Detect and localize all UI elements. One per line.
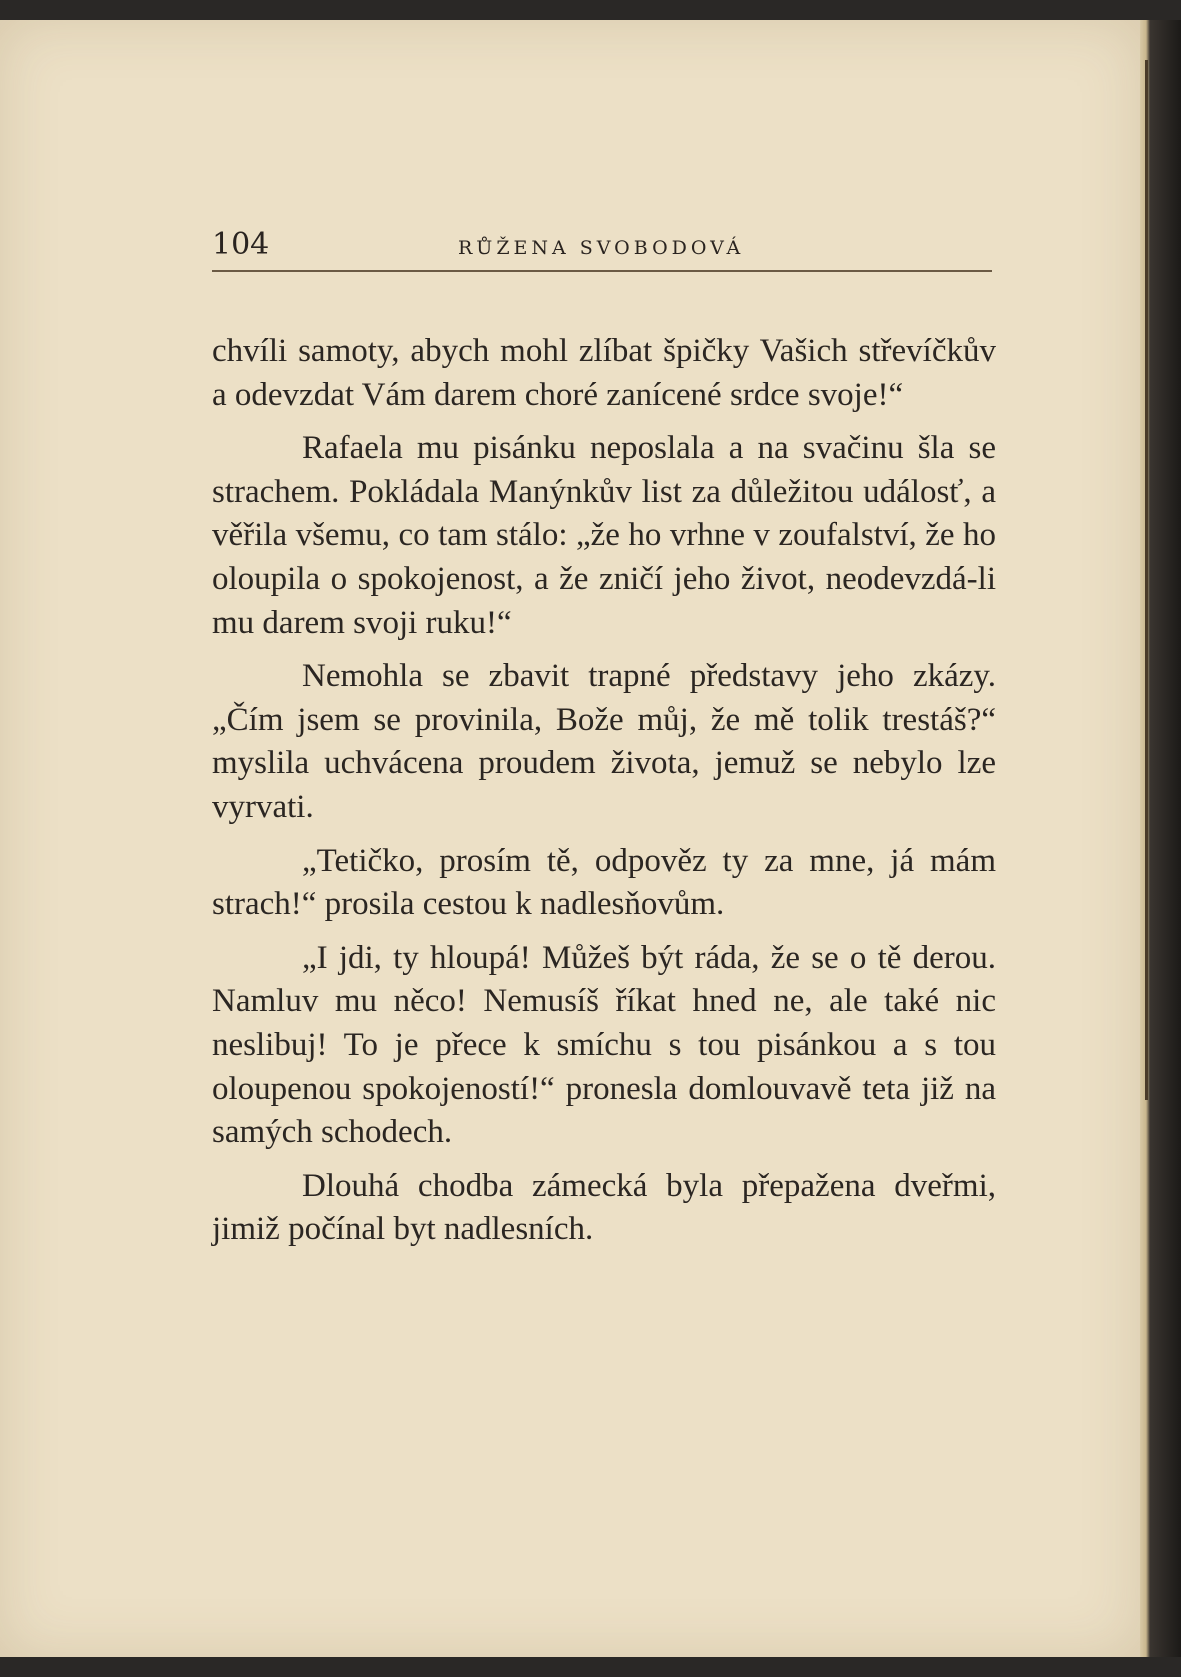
paragraph: Dlouhá chodba zámecká byla přepažena dveřmi, jimiž počínal byt nadlesních. — [212, 1167, 996, 1248]
paragraph: chvíli samoty, abych mohl zlíbat špičky Vašich střevíčkův a odevzdat Vám darem choré zanícené srdce svoje!“ — [212, 333, 996, 413]
paragraph: „Tetičko, prosím tě, odpověz ty za mne, já mám strach!“ prosila cestou k nadlesňovům. — [212, 842, 996, 923]
page-number: 104 — [212, 227, 270, 262]
body-text — [212, 330, 996, 1262]
page-header — [212, 228, 992, 272]
gutter-line — [1145, 60, 1148, 1100]
paragraph: Rafaela mu pisánku neposlala a na svačinu šla se strachem. Pokládala Manýnkův list za důležitou událosť, a věřila všemu, co tam stálo: „že ho vrhne v zoufalství, že ho oloupila o spokojenost, a že zničí jeho život, neodevzdá-li mu darem svoji ruku!“ — [212, 430, 996, 641]
paragraph: Nemohla se zbavit trapné představy jeho zkázy. „Čím jsem se provinila, Bože můj, že mě tolik trestáš?“ myslila uchvácena proudem života, jemuž se nebylo lze vyrvati. — [212, 658, 996, 825]
paragraph: „I jdi, ty hloupá! Můžeš být ráda, že se o tě derou. Namluv mu něco! Nemusíš říkat hned ne, ale také nic neslibuj! To je přece k smíchu s tou pisánkou a s tou oloupenou spokojeností!“ pronesla domlouvavě teta již na samých schodech. — [212, 939, 996, 1151]
running-head: RŮŽENA SVOBODOVÁ — [458, 237, 745, 259]
